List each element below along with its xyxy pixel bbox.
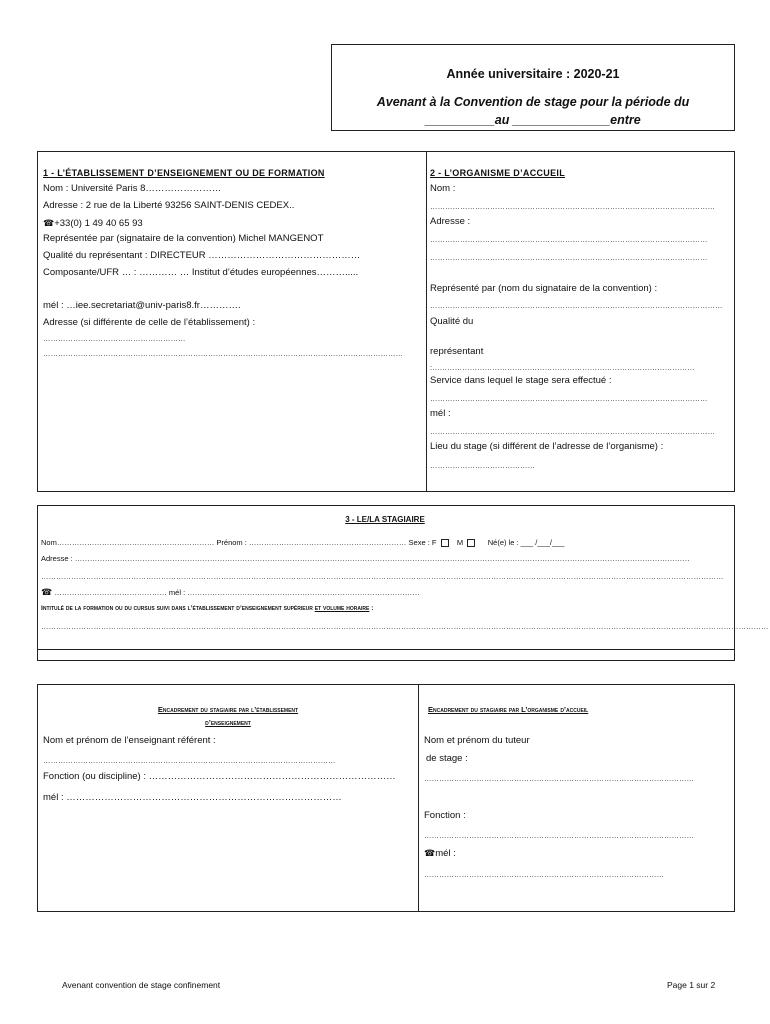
etab-phone-number: +33(0) 1 49 40 65 93: [54, 218, 143, 229]
phone-icon: ☎: [424, 848, 436, 858]
stagiaire-adresse: Adresse : …………………………………………………………………………………………………………………………………………………………………………………………………………………………: [41, 554, 690, 563]
stagiaire-intitule: [41, 603, 374, 615]
etab-adresse-diff: Adresse (si différente de celle de l’établissement) :: [43, 317, 256, 328]
org-represente: Représenté par (nom du signataire de la convention) :: [430, 283, 658, 294]
tuteur-mel: mél :: [435, 848, 456, 859]
org-represente-dots: ………………………………………………………………………………………………………: [430, 301, 723, 310]
avenant-period: __________au ______________entre: [425, 113, 641, 127]
org-lieu-dots: ……………………………………: [430, 461, 535, 470]
encadrement-org-title: Encadrement du stagiaire par L’organisme d’accueil: [428, 705, 589, 714]
org-service: Service dans lequel le stage sera effectué :: [430, 375, 612, 386]
etab-composante: Composante/UFR … : ………… … Institut d’études européennes……….....: [43, 267, 359, 278]
sexe-m-label: M: [456, 538, 464, 547]
sexe-f-checkbox[interactable]: [441, 539, 449, 547]
enseignant-dots: ………………………………………………………………………………………………………: [43, 756, 336, 765]
tuteur-stage: de stage :: [426, 753, 468, 764]
stagiaire-tel-mel: [41, 586, 420, 599]
tuteur-nom: Nom et prénom du tuteur: [424, 735, 530, 746]
org-mel: mél :: [430, 408, 451, 419]
stagiaire-nom-prenom: Nom……………………………………………………… Prénom : ……………………………………………………… Sexe : F: [41, 538, 437, 547]
section3-title-text: 3 - LE/LA STAGIAIRE: [345, 515, 425, 524]
stagiaire-nom-line: [41, 537, 564, 549]
avenant-title: Avenant à la Convention de stage pour la période du: [376, 95, 690, 109]
org-adresse-dots-2: …………………………………………………………………………………………………: [430, 253, 708, 262]
stagiaire-intitule-dots: …………………………………………………………………………………………………………………………………………………………………………………………………………………………………………………………………: [41, 622, 769, 631]
tuteur-dots-1: ………………………………………………………………………………………………: [424, 774, 694, 783]
etab-dots-1: …………………………………………………: [43, 334, 186, 343]
footer-left: Avenant convention de stage confinement: [62, 980, 221, 990]
etab-adresse: Adresse : 2 rue de la Liberté 93256 SAINT-DENIS CEDEX..: [43, 200, 295, 211]
tuteur-dots-2: ………………………………………………………………………………………………: [424, 831, 694, 840]
tuteur-fonction: Fonction :: [424, 810, 466, 821]
org-qualite-dots: :……………………………………………………………………………………………: [430, 363, 695, 372]
etab-dots-2: ………………………………………………………………………………………………………………………………: [43, 349, 403, 358]
enseignant-fonction: Fonction (ou discipline) : ……………………………………………………………………: [43, 771, 396, 782]
etab-representee: Représentée par (signataire de la convention) Michel MANGENOT: [43, 233, 324, 244]
enseignant-nom: Nom et prénom de l’enseignant référent :: [43, 735, 216, 746]
encadrement-etab-title-2: d’enseignement: [205, 718, 251, 727]
section1-title: 1 - L’ÉTABLISSEMENT D’ENSEIGNEMENT OU DE FORMATION: [43, 168, 325, 178]
encadrement-etab-title-1: Encadrement du stagiaire par l’établissement: [157, 705, 299, 714]
org-lieu: Lieu du stage (si différent de l’adresse de l’organisme) :: [430, 441, 664, 452]
intitule-text: Intitulé de la formation ou du cursus suivi dans l’établissement d’enseignement supérieur: [41, 605, 313, 612]
section3-title: [0, 514, 770, 526]
intitule-underlined: et volume horaire: [314, 605, 370, 612]
etab-phone: [43, 217, 143, 230]
tuteur-mel-line: [424, 847, 456, 860]
footer-page: Page 1 sur 2: [667, 980, 716, 990]
sexe-m-checkbox[interactable]: [467, 539, 475, 547]
phone-icon: ☎: [43, 218, 55, 228]
org-service-dots: …………………………………………………………………………………………………: [430, 394, 708, 403]
header-box: [331, 44, 735, 131]
tuteur-dots-3: ……………………………………………………………………………………: [424, 870, 664, 879]
etab-qualite: Qualité du représentant : DIRECTEUR …………………………………………: [43, 250, 361, 261]
etab-nom: Nom : Université Paris 8……………………: [43, 183, 222, 194]
stagiaire-dots: …………………………………………………………………………………………………………………………………………………………………………………………………………………………………………………: [41, 572, 724, 581]
org-nom-dots: ……………………………………………………………………………………………………: [430, 202, 715, 211]
etab-mel: mél : …iee.secretariat@univ-paris8.fr………….: [43, 300, 241, 311]
enseignant-mel: mél : ……………………………………………………………………………: [43, 792, 342, 803]
org-adresse: Adresse :: [430, 216, 471, 227]
academic-year: Année universitaire : 2020-21: [446, 67, 620, 81]
org-adresse-dots-1: …………………………………………………………………………………………………: [430, 235, 708, 244]
org-mel-dots: ……………………………………………………………………………………………………: [430, 427, 715, 436]
org-qualite: Qualité du: [430, 316, 474, 327]
section3-box: [37, 505, 769, 661]
org-nom: Nom :: [430, 183, 456, 194]
section2-title: 2 - L’ORGANISME D’ACCUEIL: [430, 168, 566, 178]
org-representant: représentant: [430, 346, 484, 357]
stagiaire-naissance: Né(e) le : ___ /___/___: [487, 538, 565, 547]
intitule-colon: :: [369, 605, 374, 612]
stagiaire-tel-mel-text: ……………………………………… mél : …………………………………………………………………………………: [54, 588, 420, 597]
phone-icon: ☎: [41, 587, 53, 597]
